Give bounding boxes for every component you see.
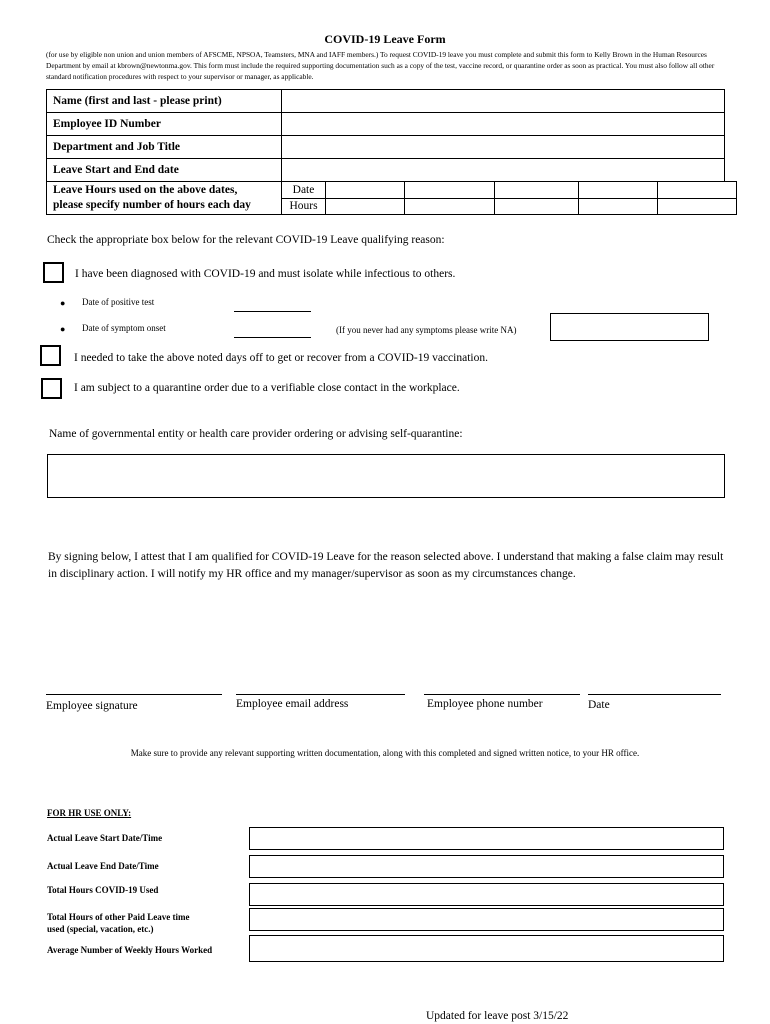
date-label: Date [588,699,610,711]
hr-heading: FOR HR USE ONLY: [47,808,132,818]
date-cell[interactable] [658,182,737,199]
hours-cell[interactable] [579,198,658,215]
hr-total-covid-label: Total Hours COVID-19 Used [47,885,159,895]
footer-updated: Updated for leave post 3/15/22 [426,1010,569,1022]
hr-other-label-line2: used (special, vacation, etc.) [47,924,154,934]
form-intro: (for use by eligible non union and union members of AFSCME, NPSOA, Teamsters, MNA and IAFF members.) To request COVID-19 leave you must complete and submit this form to Kelly Brown in the Human Resources Department by email at kbrown@newtonma.gov. This form must include the required supporting documentation such as a copy of the test, vaccine record, or quarantine order as soon as practical. You must also follow all other standard notification procedures with respect to your supervisor or manager, as applicable. [46,50,715,81]
date-cell[interactable] [405,182,495,199]
symptom-onset-input[interactable] [550,313,709,341]
no-symptoms-note: (If you never had any symptoms please write NA) [336,325,517,335]
leave-hours-label [47,182,282,215]
phone-label: Employee phone number [427,698,543,710]
hr-start-input[interactable] [249,827,724,850]
department-label: Department and Job Title [47,136,282,159]
vaccination-label: I needed to take the above noted days off to get or recover from a COVID-19 vaccination. [74,352,488,364]
date-cell[interactable] [495,182,579,199]
leave-hours-table [46,181,737,215]
hours-cell[interactable] [495,198,579,215]
diagnosed-label: I have been diagnosed with COVID-19 and must isolate while infectious to others. [75,268,456,280]
hr-average-input[interactable] [249,935,724,962]
leave-dates-label: Leave Start and End date [47,159,282,182]
check-instruction: Check the appropriate box below for the relevant COVID-19 Leave qualifying reason: [47,234,445,246]
hr-average-label: Average Number of Weekly Hours Worked [47,945,213,955]
leave-dates-input[interactable] [282,159,725,182]
hours-cell[interactable] [658,198,737,215]
email-line[interactable] [236,694,405,695]
positive-test-label: Date of positive test [82,297,155,307]
department-input[interactable] [282,136,725,159]
hr-other-label-line1: Total Hours of other Paid Leave time [47,912,190,922]
employee-id-input[interactable] [282,113,725,136]
date-cell[interactable] [326,182,405,199]
signature-line[interactable] [46,694,222,695]
hr-total-covid-input[interactable] [249,883,724,906]
name-input[interactable] [282,90,725,113]
date-line[interactable] [588,694,721,695]
leave-hours-label-line1: Leave Hours used on the above dates, [53,184,238,196]
hr-other-label [47,911,190,935]
hr-start-label: Actual Leave Start Date/Time [47,833,163,843]
leave-hours-label-line2: please specify number of hours each day [53,199,251,211]
bullet-icon: ● [60,298,66,308]
hr-end-input[interactable] [249,855,724,878]
hours-row-label: Hours [282,198,326,215]
signature-label: Employee signature [46,700,138,712]
attestation-text: By signing below, I attest that I am qualified for COVID-19 Leave for the reason selected above. I understand that making a false claim may result in disciplinary action. I will notify my HR office and my manager/supervisor as soon as my circumstances change. [48,551,724,580]
documentation-note: Make sure to provide any relevant supporting written documentation, along with this completed and signed written notice, to your HR office. [130,748,640,758]
diagnosed-checkbox[interactable] [43,262,64,283]
quarantine-checkbox[interactable] [41,378,62,399]
quarantine-label: I am subject to a quarantine order due to a verifiable close contact in the workplace. [74,382,460,394]
hours-cell[interactable] [405,198,495,215]
hours-cell[interactable] [326,198,405,215]
symptom-onset-label: Date of symptom onset [82,323,166,333]
employee-info-table [46,89,725,182]
positive-test-date-line[interactable] [234,311,311,312]
form-title: COVID-19 Leave Form [324,32,446,46]
email-label: Employee email address [236,698,349,710]
employee-id-label: Employee ID Number [47,113,282,136]
vaccination-checkbox[interactable] [40,345,61,366]
hr-other-input[interactable] [249,908,724,931]
date-row-label: Date [282,182,326,199]
phone-line[interactable] [424,694,580,695]
hr-end-label: Actual Leave End Date/Time [47,861,159,871]
entity-input[interactable] [47,454,725,498]
name-label: Name (first and last - please print) [47,90,282,113]
date-cell[interactable] [579,182,658,199]
entity-label: Name of governmental entity or health care provider ordering or advising self-quarantine: [49,428,463,440]
symptom-onset-date-line[interactable] [234,337,311,338]
bullet-icon: ● [60,324,66,334]
